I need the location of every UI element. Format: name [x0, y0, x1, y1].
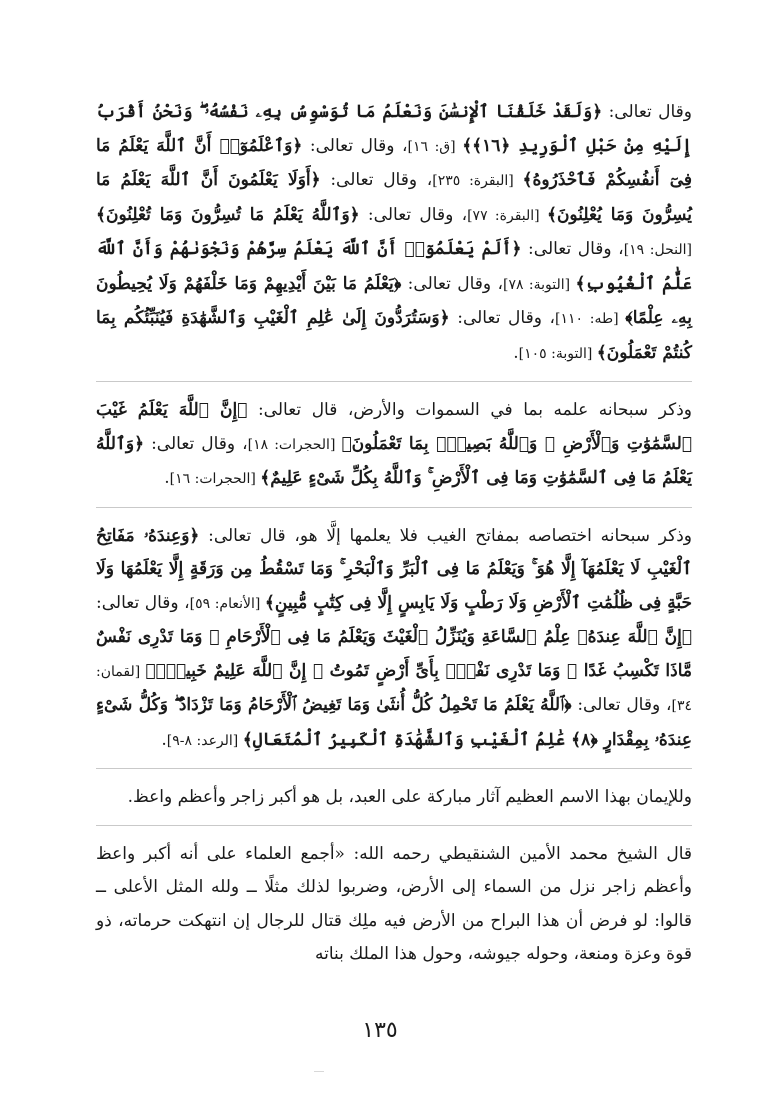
verse-reference: [التوبة: ١٠٥]	[518, 345, 597, 362]
body-text: ، وقال تعالى:	[302, 135, 408, 156]
body-text: ، وقال تعالى:	[521, 239, 624, 259]
quran-verse: ﴿إِنَّ ٱللَّهَ عِندَهُۥ عِلْمُ ٱلسَّاعَةِ وَيُنَزِّلُ ٱلْغَيْثَ وَيَعْلَمُ مَا فِى ٱلْأَرْحَامِ ۖ وَمَا تَدْرِى نَفْسٌ مَّاذَا تَكْسِبُ غَدًا ۖ وَمَا تَدْرِى نَفْسٌۢ بِأَىِّ أَرْضٍ تَمُوتُ ۚ إِنَّ ٱللَّهَ عَلِيمٌ خَبِيرٌۢ﴾	[96, 627, 692, 681]
body-text: ، وقال تعالى:	[144, 433, 248, 454]
body-text: .	[164, 468, 170, 488]
body-text: ، وقال تعالى:	[96, 592, 190, 613]
body-text: .	[513, 342, 519, 363]
quran-verse: ﴿ٱللَّهُ يَعْلَمُ مَا تَحْمِلُ كُلُّ أُنثَىٰ وَمَا تَغِيضُ ٱلْأَرْحَامُ وَمَا تَزْدَادُ ۖ وَكُلُّ شَىْءٍ عِندَهُۥ بِمِقْدَارٍ ﴿٨﴾ عَٰلِمُ ٱلْغَيْبِ وَٱلشَّهَٰدَةِ ٱلْكَبِيرُ ٱلْمُتَعَالِ﴾	[96, 695, 692, 750]
quran-verse: ﴿وَٱللَّهُ يَعْلَمُ مَا تُسِرُّونَ وَمَا تُعْلِنُونَ﴾	[96, 204, 360, 225]
quran-verse: ﴿يَعْلَمُ مَا بَيْنَ أَيْدِيهِمْ وَمَا خَلْفَهُمْ وَلَا يُحِيطُونَ بِهِۦ عِلْمًا﴾	[96, 273, 692, 328]
body-text: ، وقال تعالى:	[359, 204, 468, 225]
section-divider	[96, 381, 692, 382]
quran-verse: ﴿وَلَقَدْ خَلَقْنَا ٱلْإِنسَٰنَ وَنَعْلَمُ مَا تُوَسْوِسُ بِهِۦ نَفْسُهُۥ ۖ وَنَحْنُ أَقْرَبُ إِلَيْهِ مِنْ حَبْلِ ٱلْوَرِيدِ ﴿١٦﴾﴾	[96, 102, 692, 156]
paragraph-shanqiti-quote	[96, 838, 692, 972]
verse-reference: [البقرة: ٢٣٥]	[432, 173, 523, 189]
verse-reference: [الحجرات: ١٨]	[247, 436, 342, 453]
page-number: ١٣٥	[362, 1018, 398, 1043]
section-divider	[96, 825, 692, 826]
scan-speck	[314, 1071, 324, 1072]
page-body	[96, 96, 692, 972]
verse-reference: [طه: ١١٠]	[555, 311, 626, 327]
paragraph-effects-of-faith	[96, 781, 692, 815]
verse-reference: [البقرة: ٧٧]	[467, 207, 547, 224]
verse-reference: [الحجرات: ١٦]	[169, 471, 261, 487]
body-text: وذكر سبحانه علمه بما في السموات والأرض، قال تعالى:	[247, 400, 692, 420]
paragraph-keys-of-unseen	[96, 520, 692, 759]
body-text: وللإيمان بهذا الاسم العظيم آثار مباركة على العبد، بل هو أكبر زاجر وأعظم واعظ.	[127, 787, 692, 807]
body-text: ، وقال تعالى:	[401, 273, 503, 294]
verse-reference: [ق: ١٦]	[407, 138, 463, 155]
body-text: قال الشيخ محمد الأمين الشنقيطي رحمه الله: «أجمع العلماء على أنه أكبر واعظ وأعظم زاجر نزل من السماء إلى الأرض، وضربوا لذلك مثلًا ــ ولله المثل الأعلى ــ قالوا: لو فرض أن هذا البراح من الأرض فيه ملِك قتال للرجال إن انتهكت حرماته، ذو قوة وعزة ومنعة، وحوله جيوشه، وحول هذا الملك بناته	[96, 843, 692, 964]
body-text: ، وقال تعالى:	[571, 695, 672, 715]
body-text: ، وقال تعالى:	[320, 170, 433, 190]
quran-verse: ﴿أَلَمْ يَعْلَمُوٓا۟ أَنَّ ٱللَّهَ يَعْلَمُ سِرَّهُمْ وَنَجْوَىٰهُمْ وَأَنَّ ٱللَّهَ عَلَّٰمُ ٱلْغُيُوبِ﴾	[96, 239, 693, 294]
paragraph-knowledge-verses	[96, 96, 692, 371]
quran-verse: ﴿وَعِندَهُۥ مَفَاتِحُ ٱلْغَيْبِ لَا يَعْلَمُهَآ إِلَّا هُوَ ۚ وَيَعْلَمُ مَا فِى ٱلْبَرِّ وَٱلْبَحْرِ ۚ وَمَا تَسْقُطُ مِن وَرَقَةٍ إِلَّا يَعْلَمُهَا وَلَا حَبَّةٍ فِى ظُلُمَٰتِ ٱلْأَرْضِ وَلَا رَطْبٍ وَلَا يَابِسٍ إِلَّا فِى كِتَٰبٍ مُّبِينٍ﴾	[96, 525, 692, 613]
body-text: ، وقال تعالى:	[449, 308, 556, 328]
quran-verse: ﴿وَسَتُرَدُّونَ إِلَىٰ عَٰلِمِ ٱلْغَيْبِ وَٱلشَّهَٰدَةِ فَيُنَبِّئُكُم بِمَا كُنتُمْ تَعْمَلُونَ﴾	[96, 308, 692, 363]
body-text: .	[161, 729, 167, 750]
verse-reference: [الأنعام: ٥٩]	[189, 595, 265, 612]
verse-reference: [النحل: ١٩]	[623, 242, 692, 258]
paragraph-heavens-earth	[96, 394, 692, 497]
verse-reference: [لقمان: ٣٤]	[96, 663, 692, 714]
section-divider	[96, 507, 692, 508]
body-text: وقال تعالى:	[602, 102, 692, 122]
quran-verse: ﴿وَٱعْلَمُوٓا۟ أَنَّ ٱللَّهَ يَعْلَمُ مَا فِىٓ أَنفُسِكُمْ فَٱحْذَرُوهُ﴾	[96, 135, 692, 190]
body-text: وذكر سبحانه اختصاصه بمفاتح الغيب فلا يعلمها إلَّا هو، قال تعالى:	[199, 525, 692, 546]
quran-verse: ﴿إِنَّ ٱللَّهَ يَعْلَمُ غَيْبَ ٱلسَّمَٰوَٰتِ وَٱلْأَرْضِ ۚ وَٱللَّهُ بَصِيرٌۢ بِمَا تَعْمَلُونَ﴾	[96, 400, 692, 454]
quran-verse: ﴿وَٱللَّهُ يَعْلَمُ مَا فِى ٱلسَّمَٰوَٰتِ وَمَا فِى ٱلْأَرْضِ ۚ وَٱللَّهُ بِكُلِّ شَىْءٍ عَلِيمٌ﴾	[96, 433, 692, 488]
verse-reference: [الرعد: ٨-٩]	[166, 732, 243, 749]
quran-verse: ﴿أَوَلَا يَعْلَمُونَ أَنَّ ٱللَّهَ يَعْلَمُ مَا يُسِرُّونَ وَمَا يُعْلِنُونَ﴾	[96, 170, 692, 225]
section-divider	[96, 768, 692, 769]
verse-reference: [التوبة: ٧٨]	[502, 276, 576, 293]
